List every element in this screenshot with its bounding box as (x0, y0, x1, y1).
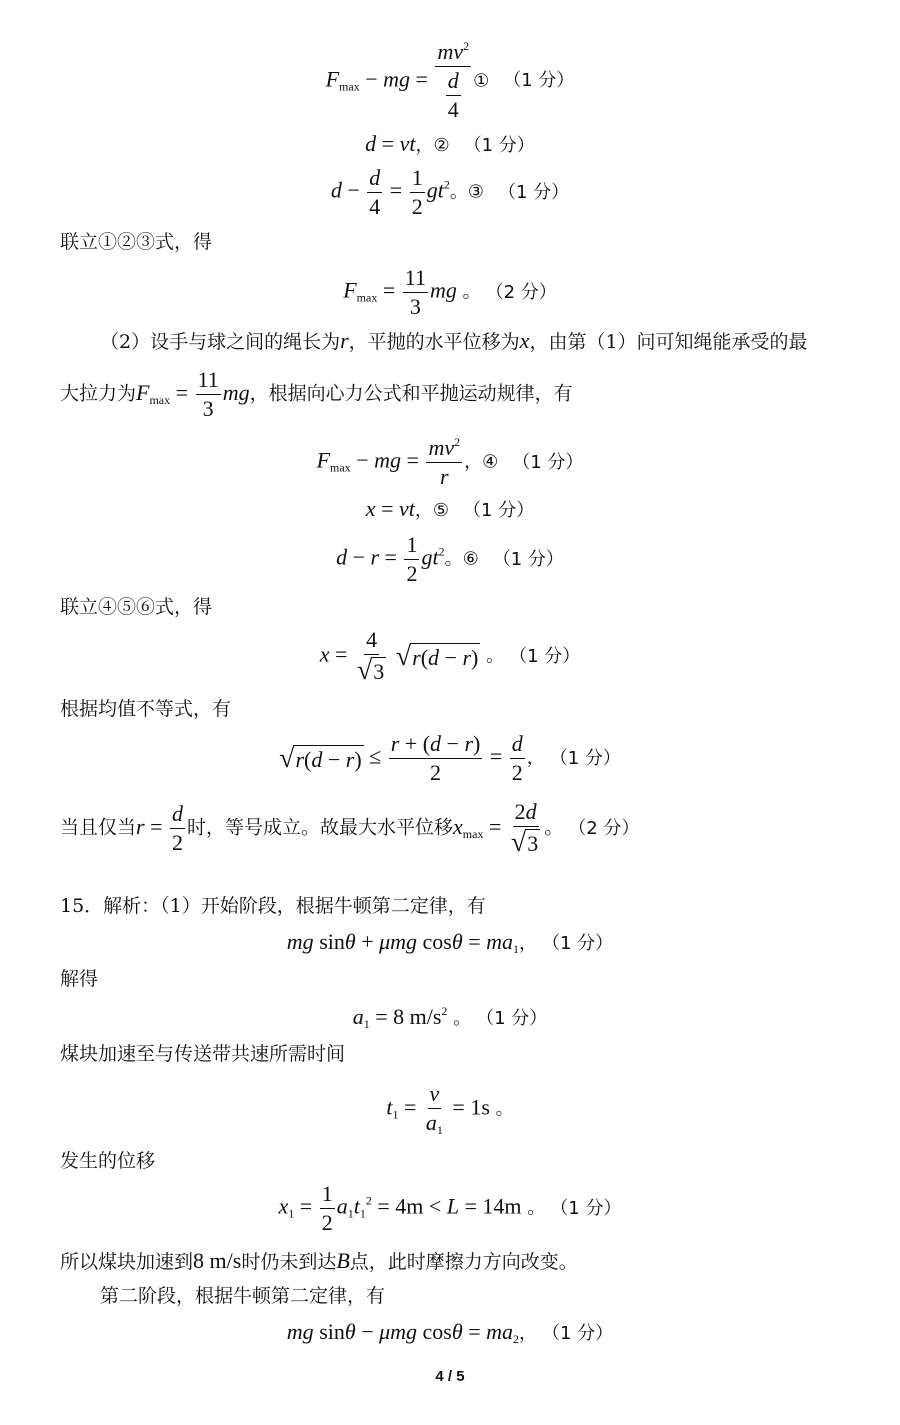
score-label: （1 分） (558, 747, 621, 769)
score-label: （1 分） (559, 1197, 622, 1219)
text-lianli-123: 联立①②③式，得 (60, 231, 213, 253)
equation-15-1: mg sinθ + μmg $\cos\theta = ma_1$， （1 分） (286, 929, 614, 956)
q2-paragraph-line1: （2）设手与球之间的绳长为r，平抛的水平位移为x，由第（1）问可知绳能承受的最 (100, 328, 808, 353)
equation-6-tag: 。⑥ (444, 548, 479, 570)
text-dangqie: 当且仅当r = $\frac{d}{2}$ 时，等号成立。故最大水平位移$x_{max}$ = 2d √ 3 。 （2 分） (60, 799, 640, 859)
score-label: （1 分） (518, 645, 581, 667)
score-label: （1 分） (503, 70, 575, 92)
equation-5: x = vt，⑤ （1 分） (365, 496, 535, 521)
score-label: （1 分） (551, 1323, 614, 1344)
suoyi-text-b: 时仍未到达 (241, 1251, 337, 1273)
score-label: （1 分） (551, 933, 614, 954)
equation-2: d = vt，② （1 分） (365, 131, 535, 156)
equation-2-tag: ② (433, 135, 450, 156)
score-label: （1 分） (512, 451, 584, 473)
equation-5-tag: ，⑤ (414, 500, 450, 521)
score-label: （2 分） (494, 281, 557, 303)
equation-4: $F_{max}$ − mg = $\frac{mv^2}{r}$ ，④ （1 分） (316, 435, 584, 490)
suoyi-text-a: 所以煤块加速到 (60, 1251, 194, 1273)
equation-inequality: √ r(d − r) ≤ $\frac{r + (d - r)}{2}$ = $\frac{d}{2}$ ， （1 分） (279, 731, 621, 786)
q2-text-a: （2）设手与球之间的绳长为 (100, 331, 341, 353)
q2-text-b: ，平抛的水平位移为 (348, 331, 520, 353)
equation-4-tag: ，④ (464, 451, 499, 473)
page-number: 4 / 5 (435, 1368, 465, 1385)
text-suoyi: 所以煤块加速到8 m/s时仍未到达B点，此时摩擦力方向改变。 (60, 1248, 578, 1273)
equation-15-a1: $a_1 = 8$ $m/s^2$ 。 （1 分） (352, 1004, 548, 1031)
suoyi-text-c: 点，此时摩擦力方向改变。 (349, 1251, 578, 1273)
equation-1-tag: ① (473, 70, 490, 92)
score-label: （2 分） (577, 817, 640, 839)
score-label: （1 分） (485, 1008, 548, 1029)
text-dierjieduan: 第二阶段，根据牛顿第二定律，有 (100, 1285, 386, 1307)
text-lianli-456: 联立④⑤⑥式，得 (60, 596, 213, 618)
equation-15-2: mg sinθ − μmg $\cos\theta = ma_2$， （1 分） (286, 1319, 614, 1346)
text-fasheng: 发生的位移 (60, 1150, 156, 1172)
equation-fmax: $F_{max}$ = $\frac{11}{3}$ mg 。 （2 分） (343, 265, 557, 320)
score-label: （1 分） (463, 135, 535, 156)
dangqie-text-a: 当且仅当 (60, 816, 137, 839)
equation-3-tag: 。③ (449, 181, 484, 203)
q2-text-d: 大拉力为 (60, 382, 137, 405)
equation-15-x1: $x_1$ = $\frac{1}{2}$ $a_1t_1^2 = 4m < L = 14m$ 。 （1 分） (278, 1181, 622, 1236)
equation-15-t1: $t_1$ = $\frac{v}{a_1}$ = 1s 。 (386, 1081, 514, 1138)
text-jiede: 解得 (60, 968, 99, 990)
score-label: （1 分） (492, 548, 564, 570)
equation-3: d − $\frac{d}{4}$ = $\frac{1}{2}$ $gt^2$。③ （1 分） (330, 165, 570, 220)
q2-paragraph-line2: 大拉力为$F_{max}$ = $\frac{11}{3}$ mg，根据向心力公式和平抛运动规律，有 (60, 367, 573, 422)
score-label: （1 分） (463, 500, 535, 521)
equation-1: $F_{max}$ − mg = $\frac{mv^2}{\frac{d}{4}}$ ① （1 分） (325, 39, 575, 123)
dangqie-text-b: 时，等号成立。故最大水平位移 (187, 816, 454, 839)
equation-x: x = 4 √ 3 √ r(d − r) 。 （1 分） (319, 627, 581, 687)
equation-6: d − r = $\frac{1}{2}$ $gt^2$。⑥ （1 分） (336, 532, 564, 587)
q2-text-e: ，根据向心力公式和平抛运动规律，有 (249, 382, 573, 405)
q2-text-c: ，由第（1）问可知绳能承受的最 (529, 331, 808, 353)
text-meikuai: 煤块加速至与传送带共速所需时间 (60, 1043, 346, 1065)
score-label: （1 分） (497, 181, 570, 203)
q15-heading: 15．解析：（1）开始阶段，根据牛顿第二定律，有 (60, 895, 486, 917)
text-junzhi: 根据均值不等式，有 (60, 698, 232, 720)
